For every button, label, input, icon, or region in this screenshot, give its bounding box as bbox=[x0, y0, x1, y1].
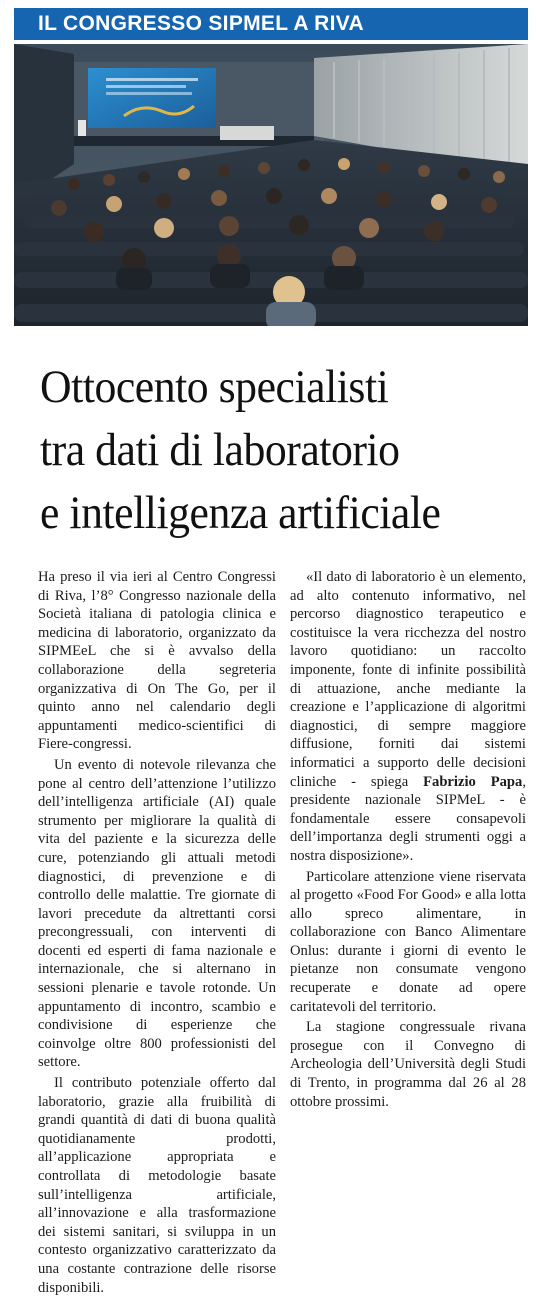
conference-photo bbox=[14, 44, 528, 326]
paragraph-4 bbox=[290, 568, 526, 866]
quote-text-b: , presidente nazionale SIPMeL - è fondamentale essere consapevoli dell’importanza degli strumenti oggi a nostra disposizione». bbox=[290, 773, 527, 864]
headline-line-1: Ottocento specialisti bbox=[40, 361, 389, 413]
paragraph-1: Ha preso il via ieri al Centro Congressi di Riva, l’8° Congresso nazionale della Società italiana di patologia clinica e medicina di laboratorio, organizzato da SIPMEeL che si è avvalso della collaborazione della segreteria organizzativa di On The Go, per il quinto anno nel calendario degli appuntamenti medico-scientifici di Fiere-congressi. bbox=[38, 569, 276, 753]
speaker-name: Fabrizio Papa bbox=[423, 773, 523, 790]
headline-line-3: e intelligenza artificiale bbox=[40, 487, 441, 539]
paragraph-6: La stagione congressuale rivana prosegue con il Convegno di Archeologia dell’Università degli Studi di Trento, in programma dal 26 al 28 ottobre prossimi. bbox=[290, 1019, 526, 1110]
body-column-right bbox=[290, 568, 526, 1113]
paragraph-3: Il contributo potenziale offerto dal laboratorio, grazie alla fruibilità di grandi quantità di dati di buona qualità quotidianamente prodotti, all’applicazione appropriata e controllata di metodologie basate sull’intelligenza artificiale, all’innovazione e alla trasformazione dei sistemi sanitari, si sviluppa in un contesto organizzativo caratterizzato da una costante contrazione delle risorse disponibili. bbox=[38, 1075, 276, 1296]
body-column-left bbox=[38, 568, 276, 1299]
paragraph-5: Particolare attenzione viene riservata al progetto «Food For Good» e alla lotta allo spreco alimentare, in collaborazione con Banco Alimentare Onlus: durante i giorni di evento le pietanze non consumate vengono recuperate e donate ad opere caritatevoli del territorio. bbox=[290, 868, 526, 1015]
section-kicker: IL CONGRESSO SIPMEL A RIVA bbox=[14, 8, 528, 40]
quote-text-a: «Il dato di laboratorio è un elemento, ad alto contenuto informativo, nel percorso diagnostico terapeutico e costituisce la vera ricchezza del nostro lavoro quotidiano: un raccolto imponente, fonte di infinite possibilità di attuazione, anche mediante la creazione e l’applicazione di algoritmi diagnostici, di sempre maggiore diffusione, forniti dai sistemi informatici a supporto delle decisioni cliniche - spiega bbox=[290, 569, 526, 790]
paragraph-2: Un evento di notevole rilevanza che pone al centro dell’attenzione l’utilizzo dell’intelligenza artificiale (AI) quale strumento per migliorare la qualità di vita del paziente e la sicurezza delle cure, potenziando gli attuali metodi diagnostici, di prevenzione e di controllo delle malattie. Tre giornate di lavori precedute da altrettanti corsi precongressuali, con interventi di docenti ed esperti di fama nazionale e internazionale, che si alternano in sessioni plenarie e tavole rotonde. Un appuntamento di incontro, scambio e condivisione di esperienze che coinvolge oltre 800 professionisti del settore. bbox=[38, 756, 276, 1071]
headline-line-2: tra dati di laboratorio bbox=[40, 424, 400, 476]
article-headline bbox=[40, 356, 496, 545]
